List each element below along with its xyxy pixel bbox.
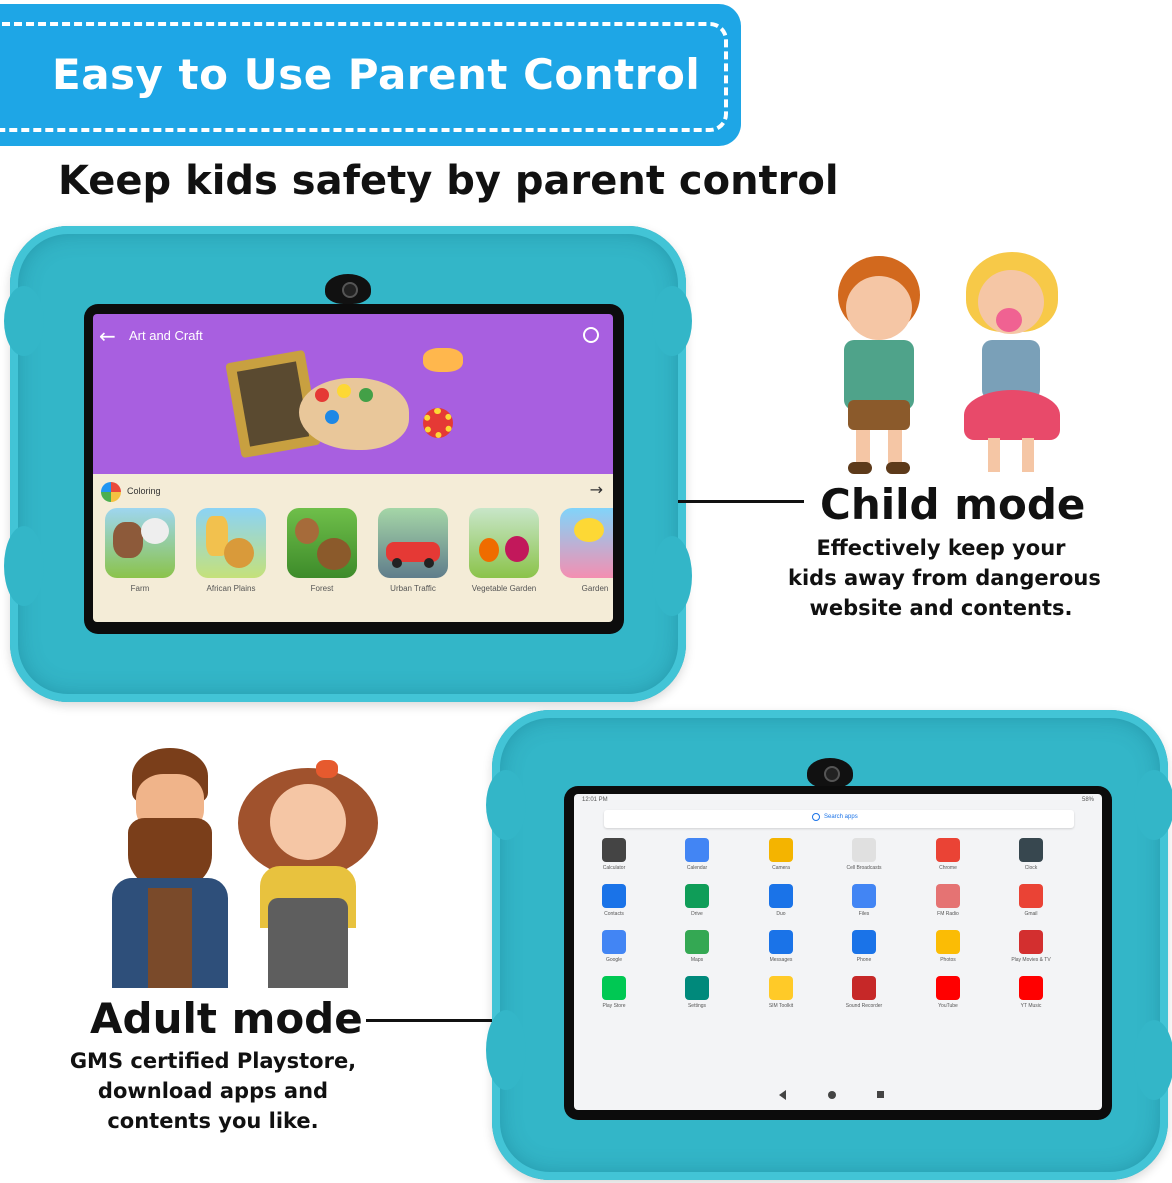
search-placeholder: Search apps xyxy=(824,814,858,820)
app-icon[interactable] xyxy=(852,930,876,954)
app-tile-african-plains[interactable] xyxy=(196,508,266,578)
adults-illustration xyxy=(108,748,378,988)
app-label: Camera xyxy=(772,865,790,871)
page-subtitle: Keep kids safety by parent control xyxy=(58,158,839,204)
camera-icon xyxy=(807,758,853,788)
category-label: Coloring xyxy=(127,486,161,496)
app-label: Vegetable Garden xyxy=(471,584,537,593)
app-label: Farm xyxy=(130,584,150,593)
app-icon[interactable] xyxy=(1019,884,1043,908)
child-header xyxy=(93,314,613,474)
nav-back-icon[interactable] xyxy=(779,1090,786,1100)
child-mode-title: Child mode xyxy=(820,480,1086,529)
app-label: YouTube xyxy=(938,1003,958,1009)
app-icon[interactable] xyxy=(685,838,709,862)
app-label: Maps xyxy=(690,957,704,963)
app-label: Settings xyxy=(687,1003,707,1009)
app-label: Cell Broadcasts xyxy=(846,865,882,871)
app-icon[interactable] xyxy=(852,884,876,908)
app-icon[interactable] xyxy=(1019,930,1043,954)
app-icon[interactable] xyxy=(936,930,960,954)
app-label: Calendar xyxy=(686,865,708,871)
app-icon[interactable] xyxy=(602,930,626,954)
kids-illustration xyxy=(826,250,1066,480)
child-mode-description: Effectively keep your kids away from dangerous website and contents. xyxy=(788,536,1101,620)
app-label: Gmail xyxy=(1024,911,1038,917)
app-label: Duo xyxy=(776,911,786,917)
app-icon[interactable] xyxy=(685,976,709,1000)
status-time: 12:01 PM xyxy=(582,797,608,803)
app-icon[interactable] xyxy=(852,976,876,1000)
child-tablet xyxy=(10,226,686,702)
app-icon[interactable] xyxy=(769,930,793,954)
app-label: Urban Traffic xyxy=(390,584,436,593)
app-tile-urban-traffic[interactable] xyxy=(378,508,448,578)
adult-screen xyxy=(574,794,1102,1110)
app-label: Calculator xyxy=(602,865,626,871)
app-icon[interactable] xyxy=(1019,976,1043,1000)
child-screen xyxy=(93,314,613,622)
app-label: Play Movies & TV xyxy=(1011,957,1051,963)
coloring-icon xyxy=(101,482,121,502)
app-label: Photos xyxy=(940,957,956,963)
app-label: YT Music xyxy=(1020,1003,1042,1009)
app-tile-farm[interactable] xyxy=(105,508,175,578)
history-icon[interactable] xyxy=(583,327,599,343)
child-mode-connector xyxy=(678,500,804,503)
nav-recent-icon[interactable] xyxy=(877,1091,884,1098)
app-label: Garden xyxy=(581,584,609,593)
app-icon[interactable] xyxy=(685,884,709,908)
app-label: Play Store xyxy=(602,1003,626,1009)
app-label: Forest xyxy=(310,584,334,593)
search-input[interactable] xyxy=(604,810,1074,828)
app-label: Clock xyxy=(1024,865,1038,871)
app-label: Google xyxy=(605,957,623,963)
search-icon xyxy=(812,813,820,821)
app-tile-vegetable-garden[interactable] xyxy=(469,508,539,578)
app-label: Files xyxy=(858,911,870,917)
app-tile-forest[interactable] xyxy=(287,508,357,578)
nav-home-icon[interactable] xyxy=(828,1091,836,1099)
app-label: FM Radio xyxy=(937,911,959,917)
arrow-right-icon[interactable]: → xyxy=(589,480,603,499)
app-icon[interactable] xyxy=(602,884,626,908)
app-icon[interactable] xyxy=(685,930,709,954)
app-label: SIM Toolkit xyxy=(768,1003,794,1009)
app-icon[interactable] xyxy=(936,976,960,1000)
app-icon[interactable] xyxy=(1019,838,1043,862)
back-arrow-icon[interactable]: ← xyxy=(99,324,116,348)
child-app-section xyxy=(93,474,613,622)
header-banner xyxy=(0,4,741,146)
app-label: African Plains xyxy=(206,584,256,593)
app-label: Messages xyxy=(769,957,793,963)
app-icon[interactable] xyxy=(852,838,876,862)
app-icon[interactable] xyxy=(769,884,793,908)
art-illustration xyxy=(233,344,473,464)
app-icon[interactable] xyxy=(936,884,960,908)
banner-title: Easy to Use Parent Control xyxy=(52,50,701,99)
app-icon[interactable] xyxy=(769,976,793,1000)
app-icon[interactable] xyxy=(936,838,960,862)
app-icon[interactable] xyxy=(602,838,626,862)
app-icon[interactable] xyxy=(769,838,793,862)
status-battery: 58% xyxy=(1081,797,1094,803)
adult-mode-title: Adult mode xyxy=(90,994,363,1043)
app-icon[interactable] xyxy=(602,976,626,1000)
app-label: Phone xyxy=(856,957,872,963)
camera-icon xyxy=(325,274,371,304)
app-label: Drive xyxy=(691,911,703,917)
adult-tablet xyxy=(492,710,1168,1180)
child-screen-title: Art and Craft xyxy=(129,328,203,343)
nav-bar xyxy=(574,1088,1102,1102)
app-label: Contacts xyxy=(604,911,624,917)
adult-mode-connector xyxy=(366,1019,492,1022)
app-tile-garden[interactable] xyxy=(560,508,613,578)
adult-mode-description: GMS certified Playstore, download apps and contents you like. xyxy=(69,1049,357,1133)
app-label: Sound Recorder xyxy=(845,1003,883,1009)
app-label: Chrome xyxy=(939,865,957,871)
